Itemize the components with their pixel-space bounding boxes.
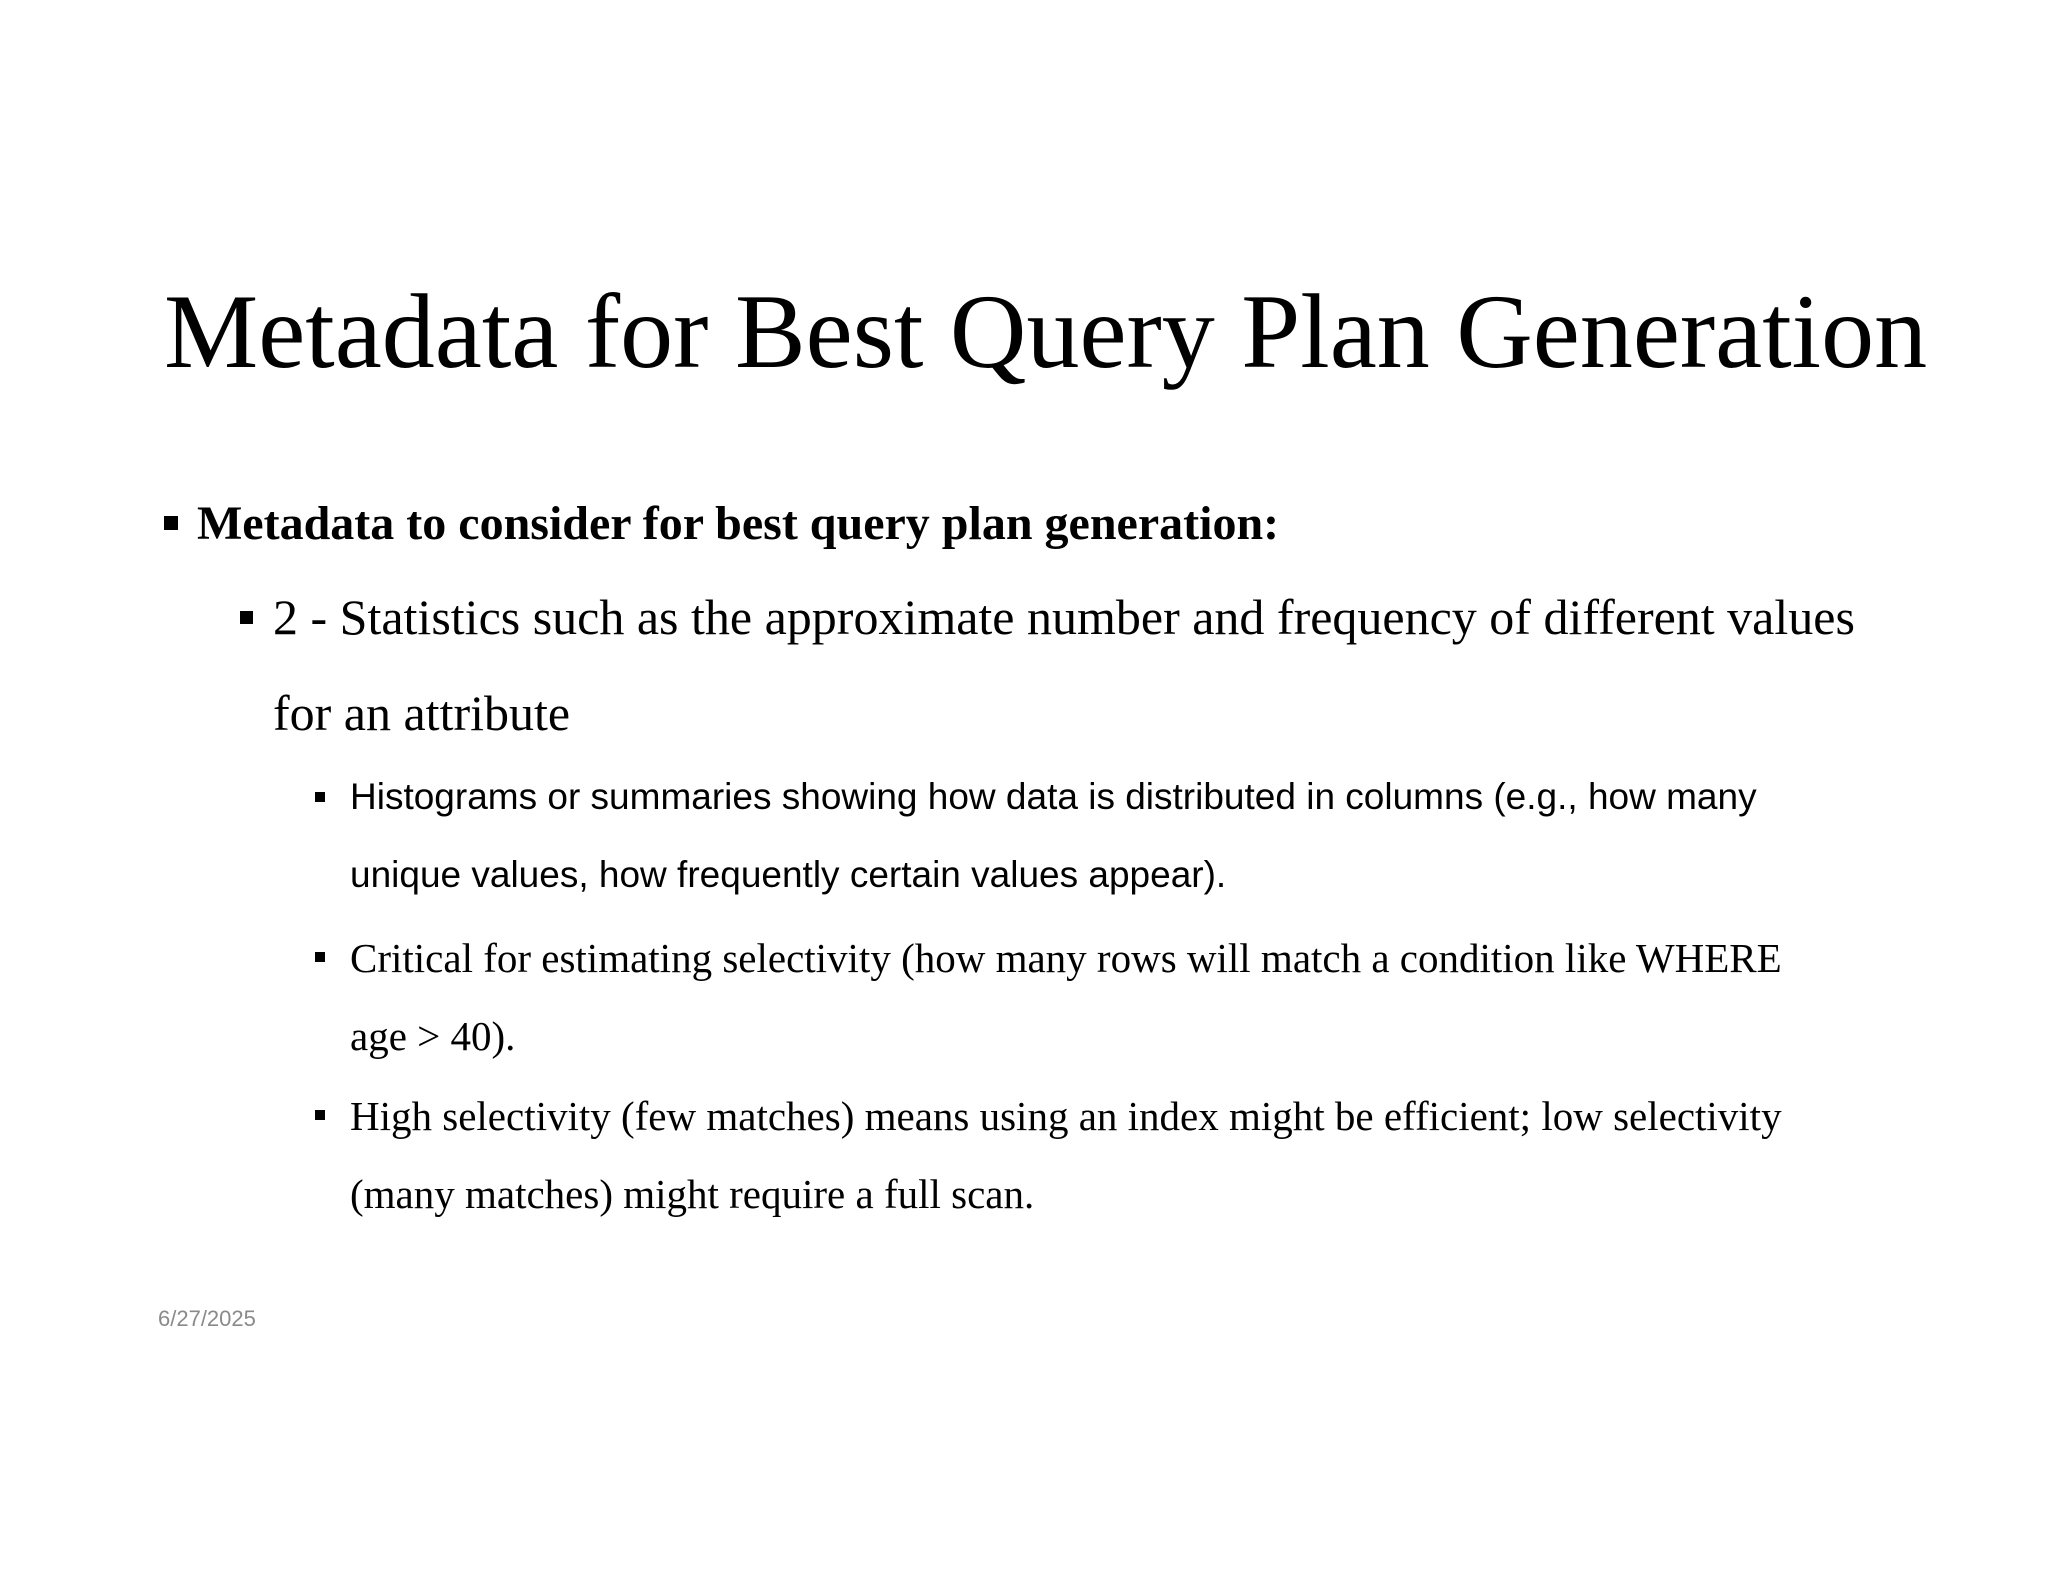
bullet-level3-item1-line2: unique values, how frequently certain values appear). <box>350 854 1227 895</box>
square-bullet-icon <box>240 611 253 624</box>
square-bullet-icon <box>315 792 325 802</box>
bullet-level3-item2-line1: Critical for estimating selectivity (how many rows will match a condition like WHERE <box>350 935 1782 981</box>
bullet-level3-item2-line2: age > 40). <box>350 1013 516 1059</box>
square-bullet-icon <box>164 516 178 530</box>
slide-title: Metadata for Best Query Plan Generation <box>164 273 1928 390</box>
square-bullet-icon <box>315 1110 325 1120</box>
bullet-level1-text: Metadata to consider for best query plan generation: <box>197 497 1280 550</box>
square-bullet-icon <box>315 952 325 962</box>
bullet-level3-item3-line1: High selectivity (few matches) means using an index might be efficient; low selectivity <box>350 1093 1782 1139</box>
bullet-level2-line1: 2 - Statistics such as the approximate number and frequency of different values <box>273 589 1855 645</box>
bullet-level3-item3-line2: (many matches) might require a full scan. <box>350 1171 1035 1217</box>
bullet-level2-line2: for an attribute <box>273 685 571 741</box>
bullet-level3-item1-line1: Histograms or summaries showing how data is distributed in columns (e.g., how many <box>350 776 1757 817</box>
slide-date: 6/27/2025 <box>158 1306 256 1331</box>
